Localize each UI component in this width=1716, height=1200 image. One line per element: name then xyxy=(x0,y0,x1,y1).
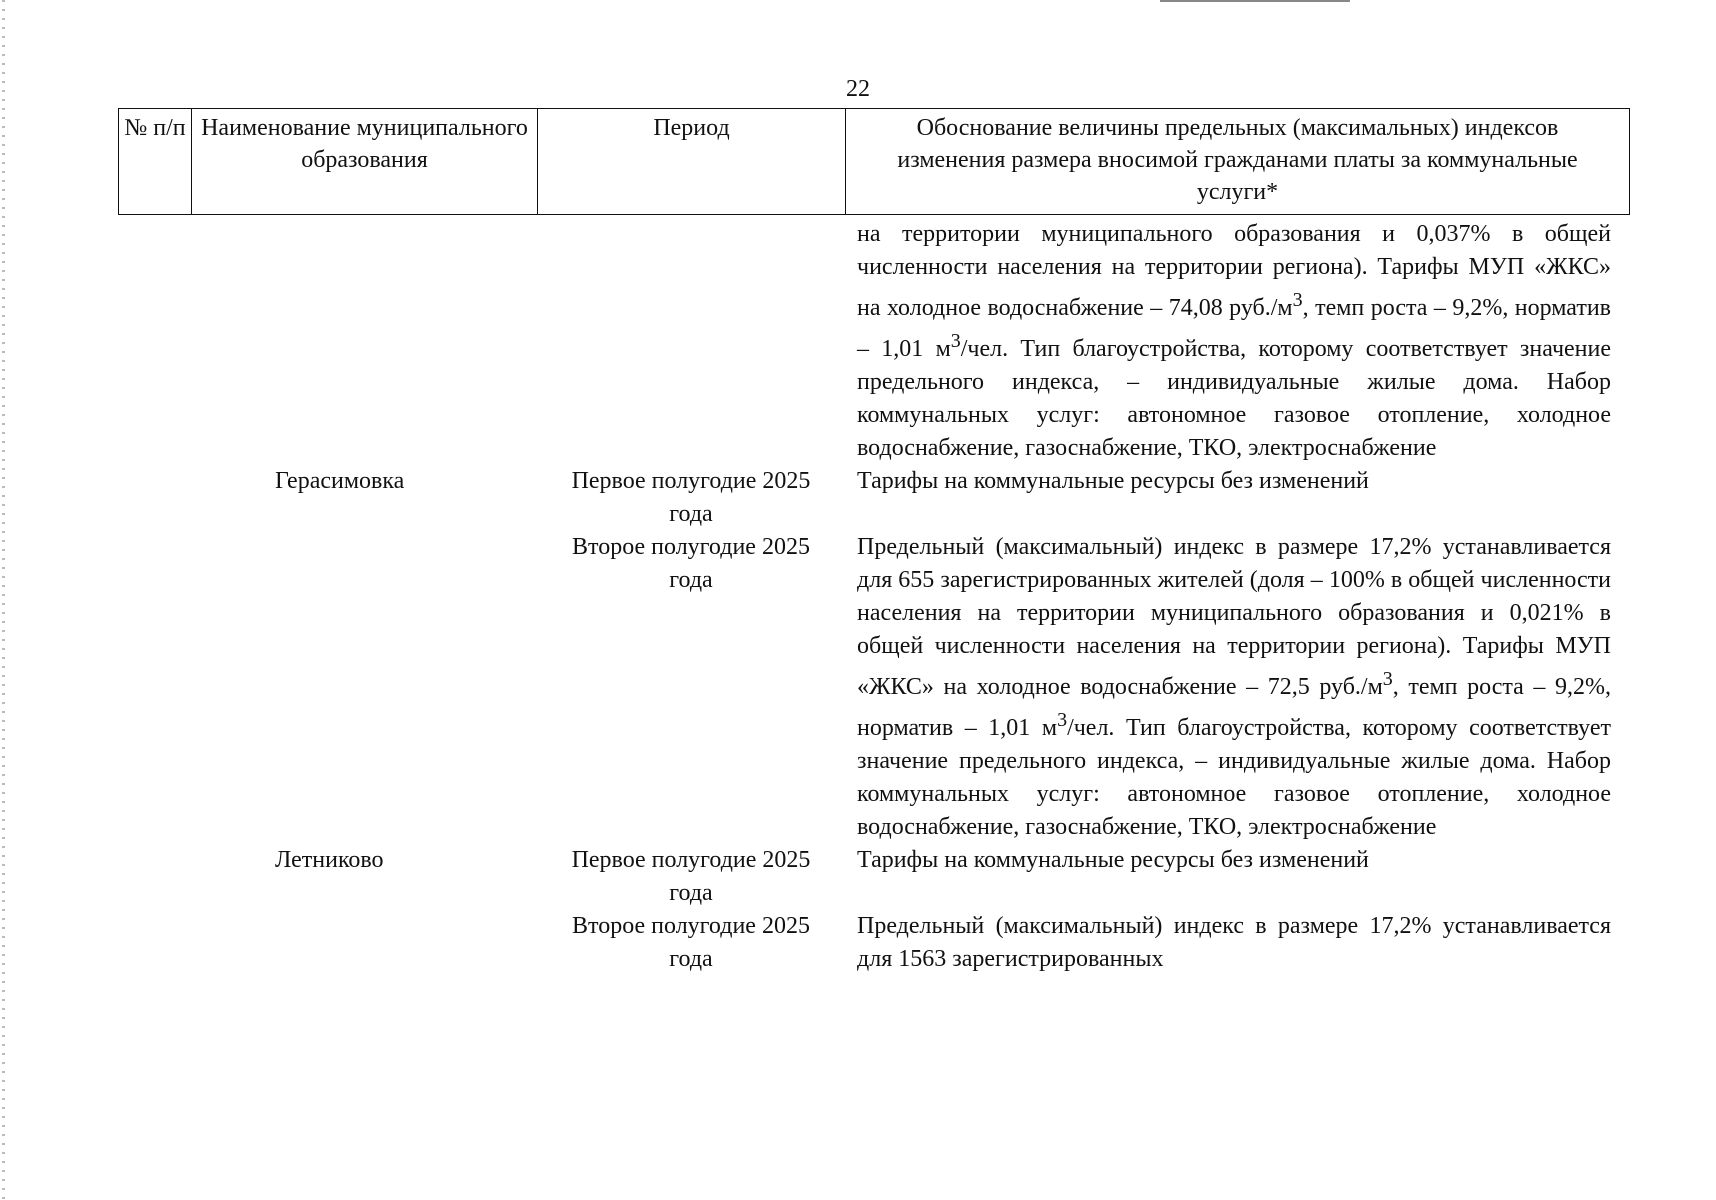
period: Второе полугодие 2025 года xyxy=(572,534,810,593)
scan-artifact-top xyxy=(1160,0,1350,2)
table-body xyxy=(118,218,1630,976)
municipality-name xyxy=(191,910,537,976)
table-row xyxy=(118,465,1630,531)
period: Первое полугодие 2025 года xyxy=(571,468,811,527)
justification-text: Предельный (максимальный) индекс в размере 17,2% устанавливается для 655 зарегистрированных жителей (доля – 100% в общей численности населения на территории муниципального образования и 0,021% в общей численности населения на территории региона). Тарифы МУП «ЖКС» на холодное водоснабжение – 72,5 $руб./м^3$, темп роста – 9,2%, норматив – 1,01 $м^3$/чел. Тип благоустройства, которому соответствует значение предельного индекса, – индивидуальные жилые дома. Набор коммунальных услуг: автономное газовое отопление, холодное водоснабжение, газоснабжение, ТКО, электроснабжение xyxy=(857,534,1612,840)
municipality-name: Герасимовка xyxy=(275,468,405,494)
period: Первое полугодие 2025 года xyxy=(571,847,811,906)
table-row xyxy=(118,910,1630,976)
justification-text: Тарифы на коммунальные ресурсы без изменений xyxy=(857,468,1369,494)
table-row xyxy=(118,844,1630,910)
header-municipality-column: Наименование муниципального образования xyxy=(192,109,538,214)
row-number xyxy=(118,465,191,531)
row-number xyxy=(118,844,191,910)
justification-text: Предельный (максимальный) индекс в размере 17,2% устанавливается для 1563 зарегистрированных xyxy=(857,913,1611,972)
municipality-name: Летниково xyxy=(275,847,384,873)
header-justification-column: Обоснование величины предельных (максимальных) индексов изменения размера вносимой гражданами платы за коммунальные услуги* xyxy=(897,115,1578,205)
justification-text: Тарифы на коммунальные ресурсы без изменений xyxy=(857,847,1369,873)
period xyxy=(537,218,845,465)
municipality-name xyxy=(191,218,537,465)
header-number-column: № п/п xyxy=(119,109,192,214)
table-row xyxy=(118,218,1630,465)
row-number xyxy=(118,910,191,976)
row-number xyxy=(118,531,191,844)
table-header xyxy=(118,108,1630,215)
scan-artifact-left-edge xyxy=(2,0,5,1200)
page-number: 22 xyxy=(846,76,870,102)
justification-text: на территории муниципального образования и 0,037% в общей численности населения на территории региона). Тарифы МУП «ЖКС» на холодное водоснабжение – 74,08 $руб./м^3$, темп роста – 9,2%, норматив – 1,01 $м^3$/чел. Тип благоустройства, которому соответствует значение предельного индекса, – индивидуальные жилые дома. Набор коммунальных услуг: автономное газовое отопление, холодное водоснабжение, газоснабжение, ТКО, электроснабжение xyxy=(857,221,1612,461)
municipality-name xyxy=(191,531,537,844)
period: Второе полугодие 2025 года xyxy=(572,913,810,972)
header-period-column: Период xyxy=(538,109,846,214)
row-number xyxy=(118,218,191,465)
table-row xyxy=(118,531,1630,844)
